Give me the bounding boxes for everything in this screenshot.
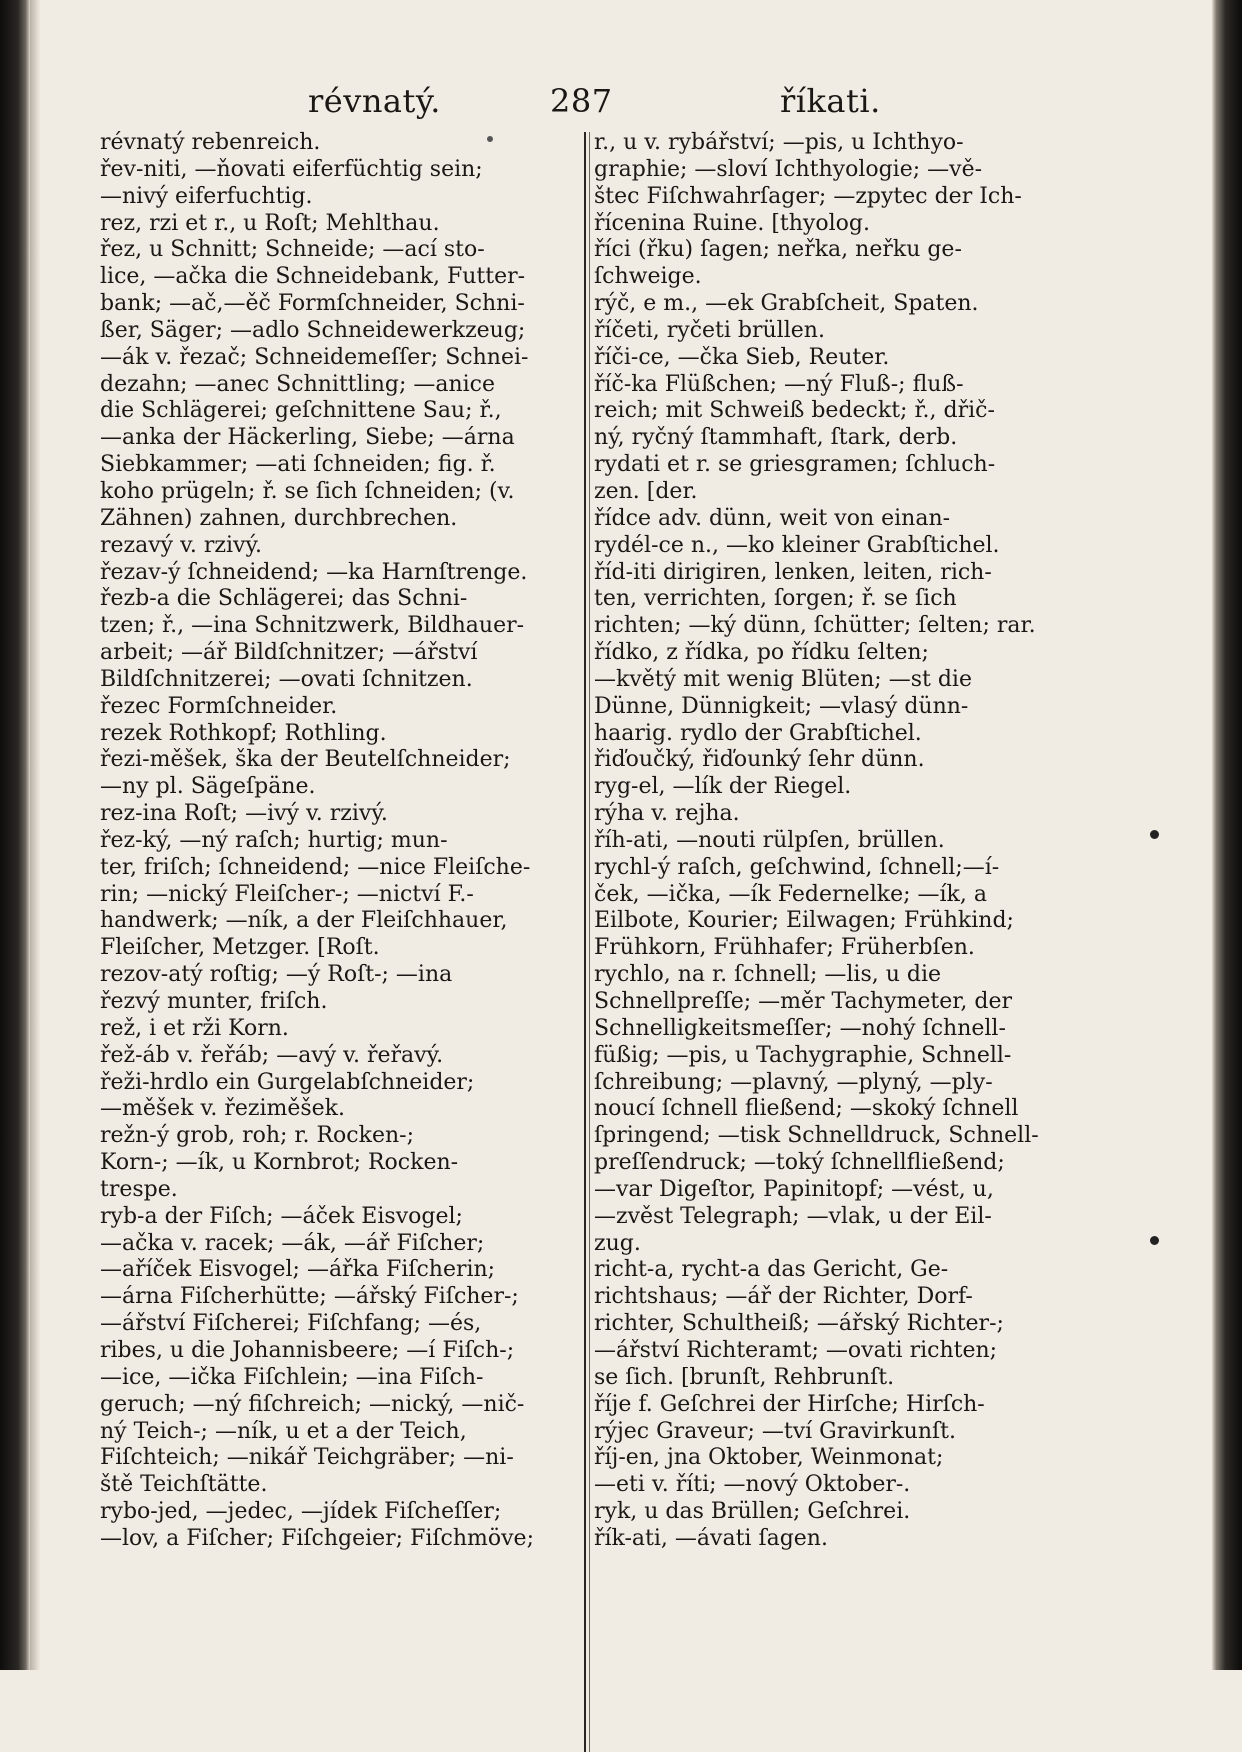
dictionary-line: —ice, —ička Fiſchlein; —ina Fiſch- [100,1364,484,1390]
dictionary-line: —měšek v. řeziměšek. [100,1096,345,1122]
dictionary-line: koho prügeln; ř. se ſich ſchneiden; (v. [100,478,515,504]
dictionary-line: rin; —nický Fleiſcher-; —nictví F.- [100,881,474,907]
right-column [594,130,1074,1553]
dictionary-line: Eilbote, Kourier; Eilwagen; Frühkind; [594,908,1014,934]
dictionary-line: rychlo, na r. ſchnell; —lis, u die [594,962,942,988]
dictionary-line: —ák v. řezač; Schneidemeſſer; Schnei- [100,344,529,370]
dictionary-line: haarig. rydlo der Grabſtichel. [594,720,922,746]
dictionary-line: zen. [der. [594,478,698,504]
header-left-catchword: révnatý. [308,82,441,120]
dictionary-line: Schnellpreſſe; —měr Tachymeter, der [594,989,1012,1014]
dictionary-line: štec Fiſchwahrſager; —zpytec der Ich- [594,183,1022,209]
dictionary-line: richten; —ký dünn, ſchütter; ſelten; rar. [594,613,1036,639]
dictionary-line: —nivý eiferfuchtig. [100,183,313,209]
dictionary-line: řiďoučký, řiďounký ſehr dünn. [594,747,925,773]
dictionary-line: ribes, u die Johannisbeere; —í Fiſch-; [100,1337,515,1363]
dictionary-line: preſſendruck; —toký ſchnellfließend; [594,1150,1005,1176]
dictionary-line: rýjec Graveur; —tví Gravirkunſt. [594,1418,956,1444]
dictionary-line: říčeti, ryčeti brüllen. [594,317,825,343]
dictionary-line: Frühkorn, Frühhafer; Früherbſen. [594,935,975,961]
dictionary-line: richter, Schultheiß; —ářský Richter-; [594,1311,1004,1337]
dictionary-line: rez-ina Roſt; —ivý v. rzivý. [100,801,388,827]
dictionary-line: füßig; —pis, u Tachygraphie, Schnell- [594,1042,1012,1068]
dictionary-line: ryg-el, —lík der Riegel. [594,774,852,800]
dictionary-line: Bildſchnitzerei; —ovati ſchnitzen. [100,666,473,692]
dictionary-line: —eti v. říti; —nový Oktober-. [594,1472,911,1498]
dictionary-line: rezek Rothkopf; Rothling. [100,720,387,746]
dictionary-line: řezb-a die Schlägerei; das Schni- [100,586,468,612]
dictionary-line: řež-áb v. řeřáb; —avý v. řeřavý. [100,1042,444,1068]
dictionary-line: richtshaus; —ář der Richter, Dorf- [594,1284,973,1310]
dictionary-line: ßer, Säger; —adlo Schneidewerkzeug; [100,317,526,343]
dictionary-line: rež, i et rži Korn. [100,1015,289,1041]
dictionary-line: —ačka v. racek; —ák, —ář Fiſcher; [100,1230,485,1256]
dictionary-line: —anka der Häckerling, Siebe; —árna [100,425,515,451]
dictionary-line: ſpringend; —tisk Schnelldruck, Schnell- [594,1123,1039,1149]
dictionary-line: ný, ryčný ſtammhaft, ſtark, derb. [594,425,958,451]
dictionary-line: říči-ce, —čka Sieb, Reuter. [594,344,890,370]
ink-speck [487,136,493,142]
page-left-edge [30,0,40,1670]
dictionary-line: řezvý munter, friſch. [100,989,328,1014]
dictionary-line: rez, rzi et r., u Roſt; Mehlthau. [100,210,440,236]
dictionary-line: rybo-jed, —jedec, —jídek Fiſcheſſer; [100,1499,502,1525]
dictionary-line: —var Digeſtor, Papinitopf; —vést, u, [594,1176,994,1202]
dictionary-line: ryk, u das Brüllen; Geſchrei. [594,1499,911,1525]
dictionary-line: ště Teichſtätte. [100,1472,268,1498]
dictionary-line: režn-ý grob, roh; r. Rocken-; [100,1123,414,1149]
dictionary-line: lice, —ačka die Schneidebank, Futter- [100,264,526,290]
dictionary-line: rydél-ce n., —ko kleiner Grabſtichel. [594,532,1000,558]
dictionary-line: říje f. Geſchrei der Hirſche; Hirſch- [594,1391,985,1417]
dictionary-line: rychl-ý raſch, geſchwind, ſchnell;—í- [594,854,1000,880]
dictionary-line: řík-ati, —ávati ſagen. [594,1525,828,1551]
dictionary-line: ný Teich-; —ník, u et a der Teich, [100,1418,467,1444]
dictionary-line: říj-en, jna Oktober, Weinmonat; [594,1445,944,1471]
dictionary-line: geruch; —ný fiſchreich; —nický, —nič- [100,1391,525,1417]
dictionary-line: řeži-hrdlo ein Gurgelabſchneider; [100,1069,475,1095]
dictionary-line: Siebkammer; —ati ſchneiden; fig. ř. [100,452,496,478]
ink-speck [1150,830,1159,839]
dictionary-line: se ſich. [brunſt, Rehbrunſt. [594,1364,895,1390]
page-right-edge-shadow [1212,0,1242,1670]
dictionary-line: ter, friſch; ſchneidend; —nice Fleiſche- [100,854,531,880]
dictionary-line: reich; mit Schweiß bedeckt; ř., dřič- [594,398,995,424]
dictionary-line: handwerk; —ník, a der Fleiſchhauer, [100,908,508,934]
dictionary-line: bank; —ač,—ěč Formſchneider, Schni- [100,291,525,317]
dictionary-line: Fleiſcher, Metzger. [Roſt. [100,935,380,961]
dictionary-line: Korn-; —ík, u Kornbrot; Rocken- [100,1150,459,1176]
dictionary-line: Schnelligkeitsmeſſer; —nohý ſchnell- [594,1015,1006,1041]
dictionary-line: řev-niti, —ňovati eiferfüchtig sein; [100,156,483,182]
dictionary-line: ſchreibung; —plavný, —plyný, —ply- [594,1069,993,1095]
dictionary-line: —ářství Richteramt; —ovati richten; [594,1337,998,1363]
dictionary-line: říci (řku) ſagen; neřka, neřku ge- [594,237,962,263]
dictionary-line: řídce adv. dünn, weit von einan- [594,505,951,531]
dictionary-line: řezav-ý ſchneidend; —ka Harnſtrenge. [100,559,528,585]
header-right-catchword: říkati. [780,82,881,120]
dictionary-line: —zvěst Telegraph; —vlak, u der Eil- [594,1203,992,1229]
ink-speck [1150,1236,1159,1245]
dictionary-line: richt-a, rycht-a das Gericht, Ge- [594,1257,949,1283]
dictionary-line: Fiſchteich; —nikář Teichgräber; —ni- [100,1445,514,1471]
dictionary-line: rýč, e m., —ek Grabſcheit, Spaten. [594,291,979,317]
dictionary-line: die Schlägerei; geſchnittene Sau; ř., [100,398,502,424]
dictionary-line: ryb-a der Fiſch; —áček Eisvogel; [100,1203,463,1229]
page-header [60,82,1170,126]
dictionary-line: řez, u Schnitt; Schneide; —ací sto- [100,237,485,263]
dictionary-line: —květý mit wenig Blüten; —st die [594,666,972,692]
column-divider-shadow [589,132,590,1752]
dictionary-line: —lov, a Fiſcher; Fiſchgeier; Fiſchmöve; [100,1525,534,1551]
dictionary-line: řezec Formſchneider. [100,693,338,719]
dictionary-line: zug. [594,1230,641,1256]
dictionary-line: Zähnen) zahnen, durchbrechen. [100,505,458,531]
dictionary-line: řezi-měšek, ška der Beutelſchneider; [100,747,511,773]
dictionary-line: řídko, z řídka, po řídku ſelten; [594,640,929,666]
page-number: 287 [550,82,613,120]
dictionary-line: trespe. [100,1176,178,1202]
dictionary-line: —árna Fiſcherhütte; —ářský Fiſcher-; [100,1284,519,1310]
dictionary-line: dezahn; —anec Schnittling; —anice [100,371,496,397]
left-column [100,130,578,1553]
dictionary-line: arbeit; —ář Bildſchnitzer; —ářství [100,640,478,666]
dictionary-line: říh-ati, —nouti rülpſen, brüllen. [594,827,945,853]
dictionary-line: tzen; ř., —ina Schnitzwerk, Bildhauer- [100,613,525,639]
dictionary-line: Dünne, Dünnigkeit; —vlasý dünn- [594,693,969,719]
dictionary-line: ček, —ička, —ík Federnelke; —ík, a [594,881,987,907]
dictionary-line: r., u v. rybářství; —pis, u Ichthyo- [594,130,964,155]
dictionary-line: řez-ký, —ný raſch; hurtig; mun- [100,827,448,853]
dictionary-line: říd-iti dirigiren, lenken, leiten, rich- [594,559,992,585]
dictionary-line: noucí ſchnell fließend; —skoký ſchnell [594,1096,1019,1122]
dictionary-line: —ny pl. Sägeſpäne. [100,774,316,800]
column-divider [584,132,586,1752]
dictionary-line: —ářství Fiſcherei; Fiſchfang; —és, [100,1311,482,1337]
dictionary-line: ten, verrichten, ſorgen; ř. se ſich [594,586,957,612]
dictionary-line: graphie; —sloví Ichthyologie; —vě- [594,156,983,182]
dictionary-line: rydati et r. se griesgramen; ſchluch- [594,452,996,478]
dictionary-line: říč-ka Flüßchen; —ný Fluß-; fluß- [594,371,964,397]
dictionary-line: rýha v. rejha. [594,801,740,827]
book-binding-shadow [0,0,30,1670]
dictionary-line: ſchweige. [594,264,702,290]
dictionary-line: rezavý v. rzivý. [100,532,262,558]
dictionary-line: —aříček Eisvogel; —ářka Fiſcherin; [100,1257,496,1283]
dictionary-line: řícenina Ruine. [thyolog. [594,210,870,236]
dictionary-line: rezov-atý roſtig; —ý Roſt-; —ina [100,962,453,988]
dictionary-line: révnatý rebenreich. [100,130,321,155]
